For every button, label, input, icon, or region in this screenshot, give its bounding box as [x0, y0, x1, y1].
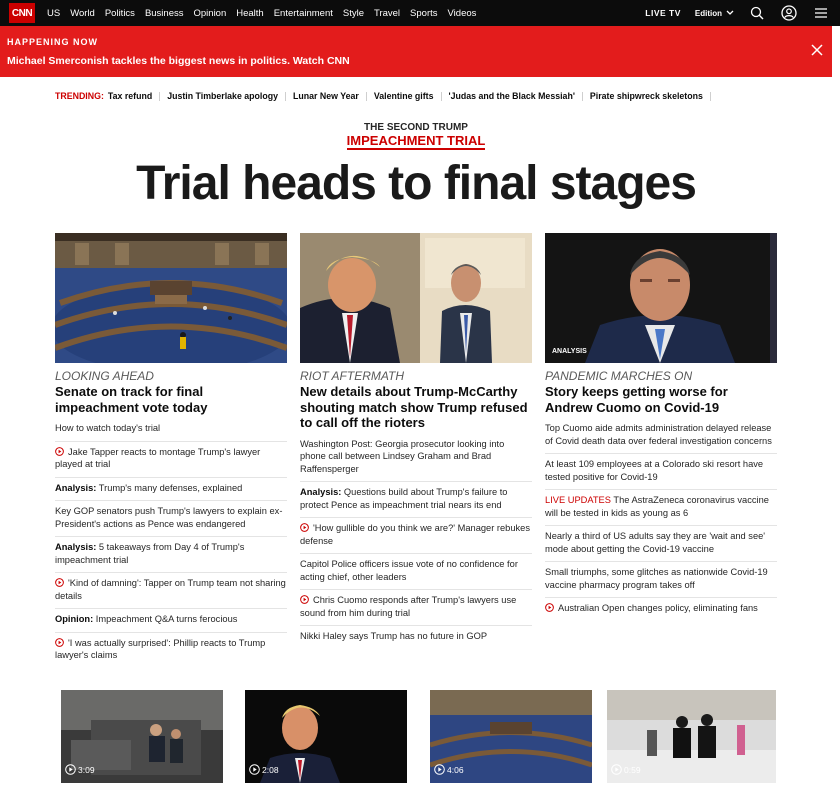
story-item[interactable]: [55, 633, 287, 668]
story-column-2: [300, 233, 532, 649]
story-text: Impeachment Q&A turns ferocious: [93, 614, 238, 624]
nav-link-us[interactable]: US: [47, 7, 61, 19]
video-duration-text: 3:09: [78, 764, 95, 775]
story-list: [55, 422, 287, 668]
hero-title[interactable]: Trial heads to final stages: [136, 157, 696, 210]
trending-label: TRENDING:: [55, 91, 104, 101]
nav-link-business[interactable]: Business: [144, 7, 184, 19]
cnn-logo[interactable]: CNN: [9, 3, 35, 23]
nav-right: [645, 0, 830, 26]
analysis-badge: ANALYSIS: [552, 348, 587, 355]
trending-bar: [55, 91, 718, 101]
nav-link-travel[interactable]: Travel: [374, 7, 401, 19]
story-text: The AstraZeneca coronavirus vaccine will be tested in kids as young as 6: [545, 495, 769, 518]
senate-chamber-image[interactable]: [55, 233, 287, 363]
story-column-3: [545, 233, 777, 621]
story-item[interactable]: [545, 490, 777, 526]
trump-mccarthy-image[interactable]: [300, 233, 532, 363]
story-text: Chris Cuomo responds after Trump's lawyers use sound from him during trial: [300, 595, 517, 618]
story-prefix: Analysis:: [300, 487, 342, 497]
story-prefix: Opinion:: [55, 614, 94, 624]
nav-link-style[interactable]: Style: [342, 7, 364, 19]
divider: [159, 92, 160, 101]
banner-kicker: HAPPENING NOW: [7, 37, 99, 47]
story-list: [300, 438, 532, 649]
divider: [710, 92, 711, 101]
story-item[interactable]: [55, 573, 287, 609]
play-icon: [249, 764, 260, 775]
cuomo-image[interactable]: [545, 233, 777, 363]
chevron-down-icon: [726, 10, 734, 16]
hero-kicker-main[interactable]: [0, 133, 832, 148]
story-item[interactable]: [545, 526, 777, 562]
trending-item[interactable]: Valentine gifts: [373, 91, 434, 101]
video-duration: [65, 764, 95, 775]
story-text: Nearly a third of US adults say they are 'wait and see' mode about getting the Covid-19 vaccine: [545, 531, 766, 554]
play-icon: [65, 764, 76, 775]
video-duration: [249, 764, 279, 775]
story-item[interactable]: [300, 438, 532, 483]
story-prefix: Analysis:: [55, 542, 97, 552]
story-text: At least 109 employees at a Colorado ski resort have tested positive for Covid-19: [545, 459, 764, 482]
divider: [441, 92, 442, 101]
story-item[interactable]: [300, 590, 532, 626]
nav-link-politics[interactable]: Politics: [104, 7, 135, 19]
nav-link-videos[interactable]: Videos: [447, 7, 477, 19]
play-icon: [300, 595, 309, 604]
story-item[interactable]: [55, 442, 287, 478]
divider: [582, 92, 583, 101]
happening-now-banner[interactable]: [0, 26, 832, 77]
trending-item[interactable]: Tax refund: [107, 91, 153, 101]
top-nav: [0, 0, 840, 26]
story-text: 5 takeaways from Day 4 of Trump's impeachment trial: [55, 542, 245, 565]
hero-kicker-top: THE SECOND TRUMP: [364, 122, 468, 133]
story-text: Trump's many defenses, explained: [96, 482, 243, 493]
trending-item[interactable]: Lunar New Year: [293, 91, 359, 101]
hero-kicker-main-text: IMPEACHMENT TRIAL: [346, 133, 486, 148]
video-duration: [434, 764, 464, 775]
nav-link-entertainment[interactable]: Entertainment: [273, 7, 333, 19]
trending-item[interactable]: Justin Timberlake apology: [167, 91, 279, 101]
story-item[interactable]: [55, 537, 287, 573]
story-column-1: [55, 233, 287, 668]
story-item[interactable]: [300, 482, 532, 518]
menu-icon[interactable]: [812, 4, 830, 22]
story-item[interactable]: [55, 609, 287, 633]
story-text: Jake Tapper reacts to montage Trump's lawyer played at trial: [55, 446, 261, 469]
play-icon: [300, 523, 309, 532]
story-list: [545, 422, 777, 621]
story-item[interactable]: [55, 478, 287, 502]
trending-item[interactable]: 'Judas and the Black Messiah': [448, 91, 575, 101]
nav-link-health[interactable]: Health: [236, 7, 264, 19]
column-kicker: RIOT AFTERMATH: [300, 369, 404, 383]
story-text: 'I was actually surprised': Phillip reacts to Trump lawyer's claims: [55, 637, 266, 660]
edition-label: Edition: [694, 8, 722, 18]
play-icon: [545, 603, 554, 612]
play-icon: [434, 764, 445, 775]
story-text: Questions build about Trump's failure to protect Pence as impeachment trial nears its end: [300, 487, 508, 510]
story-text: 'How gullible do you think we are?' Manager rebukes defense: [300, 523, 530, 546]
nav-link-sports[interactable]: Sports: [410, 7, 438, 19]
divider: [285, 92, 286, 101]
story-text: Top Cuomo aide admits administration delayed release of Covid death data over federal investigation concerns: [545, 423, 772, 446]
story-item[interactable]: [300, 626, 532, 649]
column-headline[interactable]: Story keeps getting worse for Andrew Cuomo on Covid-19: [545, 384, 728, 415]
story-item[interactable]: [545, 598, 777, 621]
play-icon: [611, 764, 622, 775]
video-duration-text: 2:08: [262, 764, 279, 775]
column-kicker: PANDEMIC MARCHES ON: [545, 369, 693, 383]
banner-headline[interactable]: Michael Smerconish tackles the biggest news in politics. Watch CNN: [7, 55, 350, 67]
live-tv-link[interactable]: LIVE TV: [645, 8, 681, 18]
story-text: How to watch today's trial: [55, 423, 161, 433]
nav-links: [47, 8, 476, 19]
video-thumbnail[interactable]: [607, 690, 776, 783]
trending-item[interactable]: Pirate shipwreck skeletons: [589, 91, 703, 101]
account-icon[interactable]: [780, 4, 798, 22]
column-headline[interactable]: New details about Trump-McCarthy shouting match show Trump refused to call off the rioters: [300, 384, 528, 430]
story-item[interactable]: [55, 422, 287, 442]
divider: [366, 92, 367, 101]
story-prefix: Analysis:: [55, 482, 97, 493]
video-thumbnail[interactable]: [61, 690, 223, 783]
story-item[interactable]: [300, 518, 532, 554]
story-text: Nikki Haley says Trump has no future in GOP: [300, 631, 488, 641]
edition-selector[interactable]: [695, 9, 734, 18]
video-duration-text: 0:59: [624, 764, 641, 775]
play-icon: [55, 638, 64, 647]
story-text: Washington Post: Georgia prosecutor looking into phone call between Lindsey Graham and Brad Raffensperger: [300, 438, 505, 474]
close-icon[interactable]: [810, 43, 824, 57]
play-icon: [55, 447, 64, 456]
story-text: Australian Open changes policy, eliminating fans: [558, 603, 758, 613]
story-text: Capitol Police officers issue vote of no confidence for acting chief, other leaders: [300, 559, 518, 582]
story-item[interactable]: [545, 422, 777, 454]
story-text: Small triumphs, some glitches as nationwide Covid-19 vaccine pharmacy program takes off: [545, 567, 768, 590]
play-icon: [55, 578, 64, 587]
nav-link-opinion[interactable]: Opinion: [193, 7, 227, 19]
video-duration-text: 4:06: [447, 764, 464, 775]
column-kicker: LOOKING AHEAD: [55, 369, 154, 383]
story-text: 'Kind of damning': Tapper on Trump team not sharing details: [55, 578, 286, 601]
story-item[interactable]: [545, 562, 777, 598]
story-item[interactable]: [55, 501, 287, 537]
nav-link-world[interactable]: World: [70, 7, 95, 19]
story-item[interactable]: [545, 454, 777, 490]
video-thumbnail[interactable]: [245, 690, 407, 783]
story-text: Key GOP senators push Trump's lawyers to explain ex-President's actions as Pence was endangered: [55, 506, 283, 529]
column-headline[interactable]: Senate on track for final impeachment vote today: [55, 384, 208, 415]
video-duration: [611, 764, 641, 775]
search-icon[interactable]: [748, 4, 766, 22]
video-thumbnail[interactable]: [430, 690, 592, 783]
live-updates-label: LIVE UPDATES: [545, 495, 611, 505]
story-item[interactable]: [300, 554, 532, 590]
